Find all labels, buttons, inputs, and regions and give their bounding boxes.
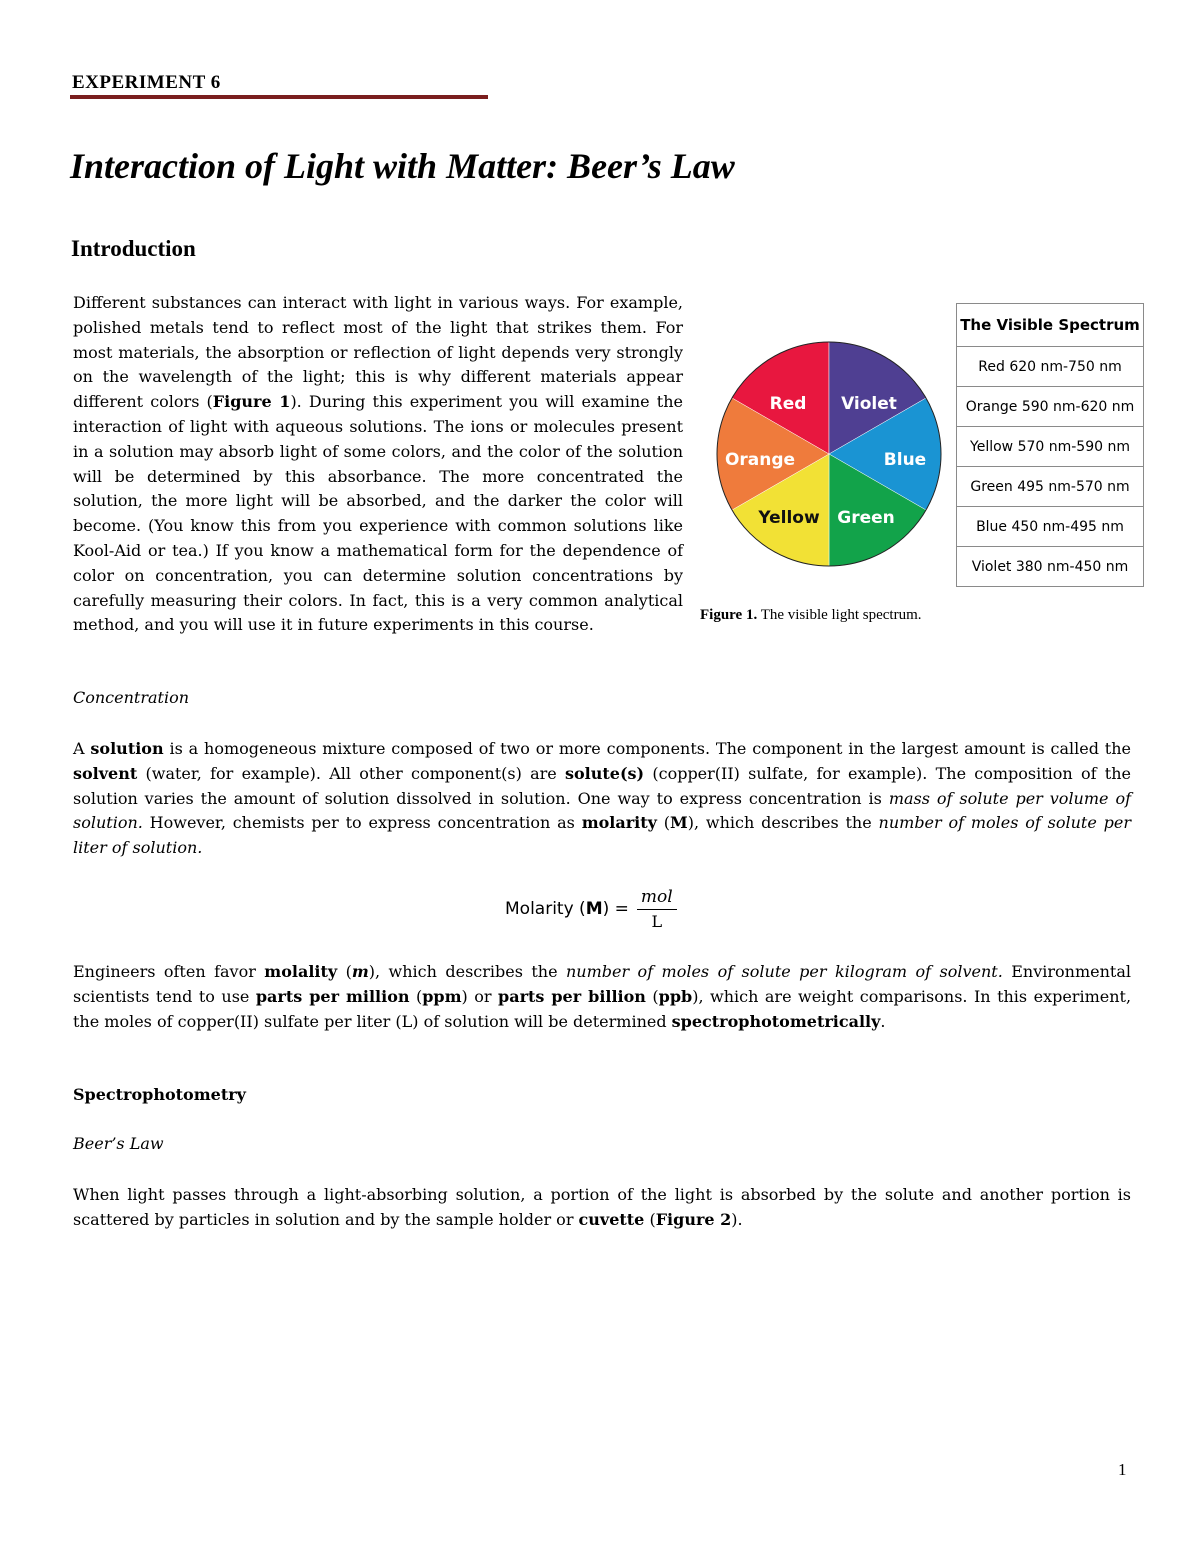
- term-spectrophotometrically: spectrophotometrically: [671, 1011, 881, 1031]
- figure-1-ref: Figure 1: [212, 392, 291, 412]
- units-paragraph: Engineers often favor molality (m), which describes the number of moles of solute per kilogram of solvent. Environmental scientists tend to use parts per million (ppm) or parts per billion (ppb), which are weight comparisons. In this experiment, the moles of copper(II) sulfate per liter (L) of solution will be determined spectrophotometrically.: [73, 962, 1132, 1031]
- intro-text-2: ). During this experiment you will examine the interaction of light with aqueous solutions. The ions or molecules present in a solution may absorb light of some colors, and the color of the solution will be determined by this absorbance. The more concentrated the solution, the more light will be absorbed, and the darker the color will become. (You know this from you experience with common solutions like Kool-Aid or tea.) If you know a mathematical form for the dependence of color on concentration, you can determine solution concentrations by carefully measuring their colors. In fact, this is a very common analytical method, and you will use it in future experiments in this course.: [73, 392, 683, 635]
- intro-paragraph: [73, 291, 683, 638]
- wheel-label-blue: Blue: [883, 450, 927, 470]
- experiment-label: EXPERIMENT 6: [72, 72, 221, 93]
- formula-fraction: [637, 887, 677, 931]
- spectrum-row-violet: Violet 380 nm-450 nm: [957, 546, 1143, 586]
- figure-1-caption: [700, 607, 922, 624]
- term-molarity: molarity: [581, 813, 657, 833]
- beers-law-paragraph: When light passes through a light-absorbing solution, a portion of the light is absorbed by the solute and another portion is scattered by particles in solution and by the sample holder or cuvette (Figure 2).: [73, 1185, 1131, 1229]
- spectrum-row-orange: Orange 590 nm-620 nm: [957, 386, 1143, 426]
- caption-text: The visible light spectrum.: [757, 607, 922, 623]
- term-solution: solution: [90, 739, 164, 758]
- spectrophotometry-heading: Spectrophotometry: [73, 1085, 246, 1104]
- term-solutes: solute(s): [565, 763, 645, 783]
- spectrum-row-red: Red 620 nm-750 nm: [957, 346, 1143, 386]
- visible-spectrum-table: [956, 303, 1144, 587]
- intro-text-1: Different substances can interact with light in various ways. For example, polished metals tend to reflect most of the light that strikes them. For most materials, the absorption or reflection of light depends very strongly on the wavelength of the light; this is why different materials appear different colors (: [73, 293, 683, 412]
- formula-numerator: mol: [637, 887, 677, 910]
- spectrum-row-green: Green 495 nm-570 nm: [957, 466, 1143, 506]
- term-molality: molality: [264, 962, 338, 981]
- page-title: Interaction of Light with Matter: Beer’s Law: [70, 146, 735, 186]
- spectrum-table-title: The Visible Spectrum: [960, 316, 1140, 334]
- concentration-heading: Concentration: [73, 688, 190, 707]
- term-ppm: parts per million: [255, 986, 410, 1006]
- wheel-label-red: Red: [769, 394, 807, 414]
- wheel-label-orange: Orange: [724, 450, 796, 470]
- page-number: 1: [1118, 1460, 1127, 1479]
- term-cuvette: cuvette: [578, 1209, 645, 1229]
- molarity-formula: [505, 887, 677, 931]
- caption-label: Figure 1.: [700, 607, 758, 623]
- formula-lhs: Molarity (M) =: [505, 899, 629, 919]
- spectrum-row-blue: Blue 450 nm-495 nm: [957, 506, 1143, 546]
- beers-law-subheading: Beer’s Law: [73, 1134, 164, 1153]
- wheel-label-green: Green: [837, 508, 895, 528]
- color-wheel: [716, 338, 942, 570]
- formula-denominator: L: [651, 912, 663, 931]
- concentration-paragraph: A solution is a homogeneous mixture composed of two or more components. The component in the largest amount is called the solvent (water, for example). All other component(s) are solute(s) (copper(II) sulfate, for example). The composition of the solution varies the amount of solution dissolved in solution. One way to express concentration is mass of solute per volume of solution. However, chemists per to express concentration as molarity (M), which describes the number of moles of solute per liter of solution.: [73, 739, 1132, 858]
- term-solvent: solvent: [73, 763, 138, 783]
- wheel-label-yellow: Yellow: [758, 508, 820, 528]
- header-rule: [70, 95, 488, 99]
- figure-2-ref: Figure 2: [655, 1209, 732, 1229]
- introduction-heading: Introduction: [71, 236, 196, 261]
- wheel-label-violet: Violet: [841, 394, 897, 414]
- spectrum-row-yellow: Yellow 570 nm-590 nm: [957, 426, 1143, 466]
- term-ppb: parts per billion: [498, 986, 646, 1006]
